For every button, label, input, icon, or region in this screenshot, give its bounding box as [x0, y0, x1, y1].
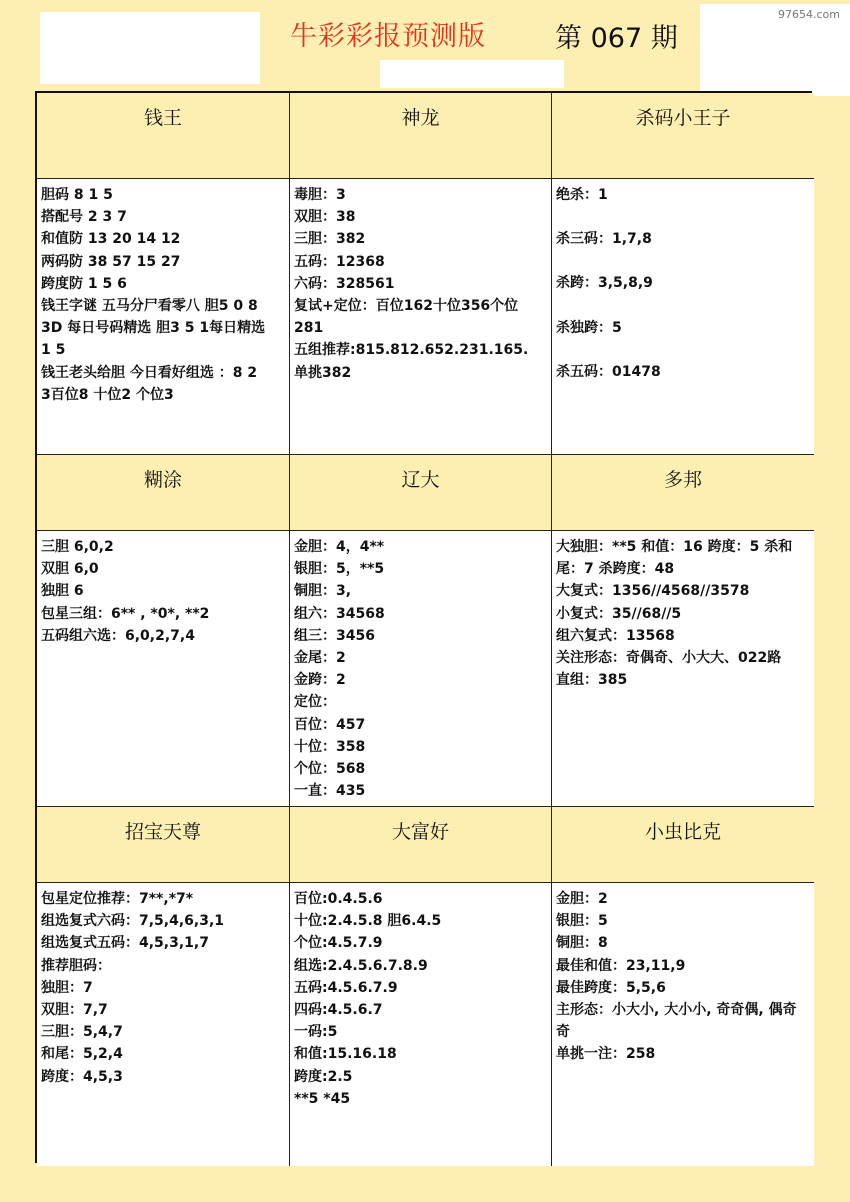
section-line: 最佳和值：23,11,9	[556, 957, 686, 974]
section-title: 神龙	[401, 107, 440, 129]
section-line: 3百位8 十位2 个位3	[41, 386, 174, 403]
section-line: 大复式：1356//4568//3578	[556, 583, 750, 600]
section-line: 和值防 13 20 14 12	[41, 231, 181, 248]
section-line: 组三：3456	[294, 627, 375, 644]
section-line: 两码防 38 57 15 27	[41, 253, 181, 270]
section-line: 关注形态：奇偶奇、小大大、022路	[556, 650, 782, 667]
section-line: 包星三组：6** , *0*, **2	[41, 605, 210, 622]
site-watermark: 97654.com	[778, 8, 840, 21]
section-title: 糊涂	[143, 469, 182, 491]
section-line	[556, 295, 810, 317]
redaction-block-left	[40, 12, 260, 84]
section-line: 跨度防 1 5 6	[41, 275, 127, 292]
section-header-liaoda	[290, 455, 552, 531]
section-title: 大富好	[391, 821, 449, 843]
section-header-shenlong	[290, 93, 552, 179]
section-line: 一码:5	[294, 1024, 338, 1041]
section-line: 毒胆：3	[294, 187, 346, 203]
section-body-xiaochongbike	[552, 883, 814, 1166]
section-line: 组选:2.4.5.6.7.8.9	[294, 957, 428, 974]
section-body-liaoda	[290, 531, 552, 807]
section-line: 双胆：38	[294, 209, 356, 226]
section-line: 杀独跨：5	[556, 319, 622, 336]
section-line: 双胆 6,0	[41, 561, 99, 578]
section-line: 包星定位推荐：7**,*7*	[41, 891, 194, 907]
section-line: 组选复式五码：4,5,3,1,7	[41, 935, 209, 952]
section-line: 十位:2.4.5.8 胆6.4.5	[294, 913, 442, 930]
section-line: 五码:4.5.6.7.9	[294, 979, 398, 996]
section-line: 奇	[556, 1024, 570, 1041]
section-line: 百位:0.4.5.6	[294, 891, 383, 907]
section-line: 定位：	[294, 694, 336, 711]
section-line: 银胆：5，**5	[294, 561, 385, 578]
section-line: 直组：385	[556, 672, 628, 689]
section-line: 五组推荐:815.812.652.231.165.	[294, 342, 529, 359]
section-line: 金跨：2	[294, 672, 346, 689]
section-line: 铜胆：3,	[294, 583, 352, 600]
section-header-hutu	[37, 455, 290, 531]
section-line: 和值:15.16.18	[294, 1046, 397, 1063]
section-line: 六码：328561	[294, 275, 395, 292]
section-line: 组选复式六码：7,5,4,6,3,1	[41, 913, 225, 930]
section-title: 杀码小王子	[635, 107, 731, 129]
section-line: 个位:4.5.7.9	[294, 935, 383, 952]
section-line	[556, 339, 810, 361]
section-line: 金尾：2	[294, 650, 346, 667]
section-line: 281	[294, 320, 324, 337]
section-line: 钱王老头给胆 今日看好组选 ：8 2	[41, 364, 258, 381]
section-title: 招宝天尊	[124, 821, 201, 843]
section-line: 跨度：4,5,3	[41, 1068, 123, 1085]
section-title: 多邦	[663, 469, 702, 491]
section-line: 绝杀：1	[556, 187, 608, 203]
redaction-block-middle	[380, 60, 564, 88]
section-line: 三胆 6,0,2	[41, 539, 114, 555]
section-line: 杀五码：01478	[556, 363, 661, 380]
section-body-hutu	[37, 531, 290, 807]
section-header-dafuhao	[290, 807, 552, 883]
section-line: 胆码 8 1 5	[41, 187, 113, 203]
section-line: 复试+定位：百位162十位356个位	[294, 298, 519, 315]
section-line: 金胆：2	[556, 891, 608, 907]
section-line: 个位：568	[294, 761, 366, 778]
section-title: 辽大	[401, 469, 440, 491]
section-line: 搭配号 2 3 7	[41, 209, 127, 226]
section-body-dafuhao	[290, 883, 552, 1166]
page-title: 牛彩彩报预测版	[290, 21, 486, 52]
section-body-shamaxiaowangzi	[552, 179, 814, 455]
section-body-qianwang	[37, 179, 290, 455]
prediction-table	[35, 91, 812, 1163]
section-line: 尾：7 杀跨度：48	[556, 561, 675, 578]
section-header-zhaobaotianzun	[37, 807, 290, 883]
section-line: 三胆：382	[294, 231, 366, 248]
section-line: 和尾：5,2,4	[41, 1046, 123, 1063]
section-line: 独胆 6	[41, 583, 84, 600]
section-line: 一直：435	[294, 783, 366, 800]
section-line: 百位：457	[294, 716, 366, 733]
section-title: 钱王	[143, 107, 182, 129]
section-line: 五码：12368	[294, 253, 385, 270]
section-line: 杀三码：1,7,8	[556, 231, 652, 248]
section-line: 推荐胆码：	[41, 957, 111, 974]
section-line: **5 *45	[294, 1090, 351, 1107]
section-line	[556, 206, 810, 228]
section-body-duobang	[552, 531, 814, 807]
section-header-duobang	[552, 455, 814, 531]
section-line: 主形态：小大小, 大小小, 奇奇偶, 偶奇	[556, 1002, 797, 1019]
section-line: 杀跨：3,5,8,9	[556, 275, 653, 292]
section-body-shenlong	[290, 179, 552, 455]
section-header-shamaxiaowangzi	[552, 93, 814, 179]
section-line: 四码:4.5.6.7	[294, 1002, 383, 1019]
section-header-qianwang	[37, 93, 290, 179]
section-line: 钱王字谜 五马分尸看零八 胆5 0 8	[41, 298, 258, 315]
section-line: 三胆：5,4,7	[41, 1024, 123, 1041]
section-line: 组六：34568	[294, 605, 385, 622]
section-line: 跨度:2.5	[294, 1068, 353, 1085]
section-line: 最佳跨度：5,5,6	[556, 979, 666, 996]
section-line: 金胆：4，4**	[294, 539, 385, 555]
section-line: 铜胆：8	[556, 935, 608, 952]
section-body-zhaobaotianzun	[37, 883, 290, 1166]
section-line: 3D 每日号码精选 胆3 5 1每日精选	[41, 320, 266, 337]
section-line: 双胆：7,7	[41, 1002, 108, 1019]
section-line	[556, 250, 810, 272]
section-line: 十位：358	[294, 738, 366, 755]
section-line: 独胆：7	[41, 979, 93, 996]
section-line: 五码组六选：6,0,2,7,4	[41, 627, 195, 644]
section-header-xiaochongbike	[552, 807, 814, 883]
section-line: 小复式：35//68//5	[556, 605, 682, 622]
section-line: 单挑一注：258	[556, 1046, 656, 1063]
section-line: 银胆：5	[556, 913, 608, 930]
issue-number: 第 067 期	[555, 23, 678, 54]
section-line: 单挑382	[294, 364, 352, 381]
section-line: 组六复式：13568	[556, 627, 675, 644]
section-line: 大独胆：**5 和值：16 跨度：5 杀和	[556, 539, 793, 555]
section-line: 1 5	[41, 342, 66, 359]
section-title: 小虫比克	[644, 821, 721, 843]
